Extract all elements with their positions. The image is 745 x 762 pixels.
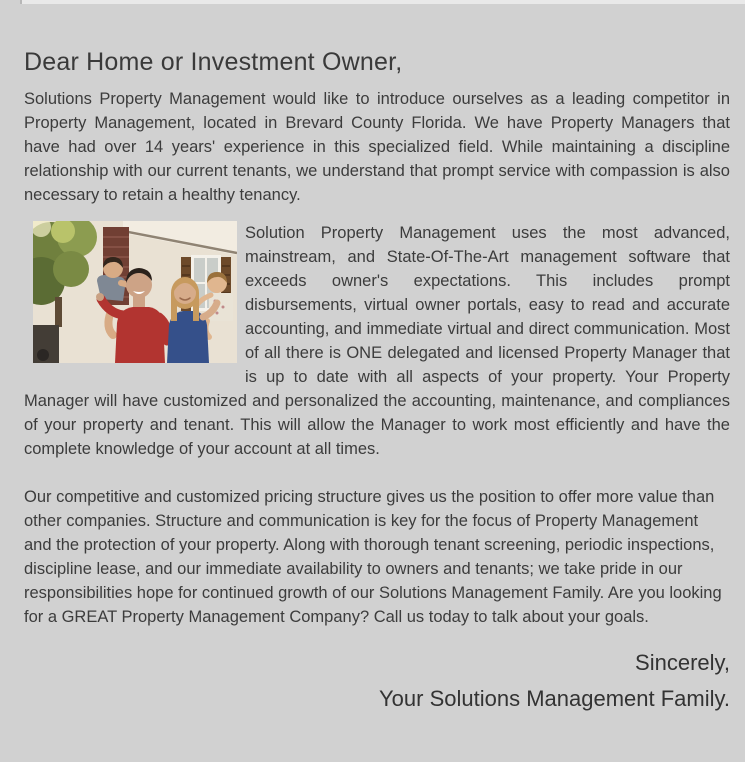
- intro-paragraph: Solutions Property Management would like to introduce ourselves as a leading competitor in Property Management, located in Brevard County Florida. We have Property Managers that have had over 14 years' experience in this specialized field. While maintaining a discipline relationship with our current tenants, we understand that prompt service with compassion is also necessary to retain a healthy tenancy.: [24, 90, 730, 204]
- closing-sincerely: Sincerely,: [635, 650, 730, 675]
- pricing-paragraph: Our competitive and customized pricing structure gives us the position to offer more value than other companies. Structure and communication is key for the focus of Property Management and the protection of your property. Along with thorough tenant screening, periodic inspections, discipline lease, and our immediate availability to owners and tenants; we take pride in our responsibilities hope for continued growth of our Solutions Management Family. Are you looking for a GREAT Property Management Company? Call us today to talk about your goals.: [24, 488, 722, 626]
- software-paragraph: Solution Property Management uses the most advanced, mainstream, and State-Of-The-Art management software that exceeds owner's expectations. This includes prompt disbursements, virtual owner portals, easy to read and accurate accounting, and immediate virtual and direct communication. Most of all there is ONE delegated and licensed Property Manager that is up to date with all aspects of your property. Your Property Manager will have customized and personalized the accounting, maintenance, and compliances of your property and tenant. This will allow the Manager to work most efficiently and have the complete knowledge of your account at all times.: [24, 224, 730, 458]
- closing-block: [24, 645, 730, 717]
- top-divider: [20, 0, 745, 4]
- family-photo-illustration: [33, 221, 237, 363]
- family-photo: [33, 221, 237, 363]
- letter-salutation: Dear Home or Investment Owner,: [24, 48, 403, 76]
- closing-signature: Your Solutions Management Family.: [379, 686, 730, 711]
